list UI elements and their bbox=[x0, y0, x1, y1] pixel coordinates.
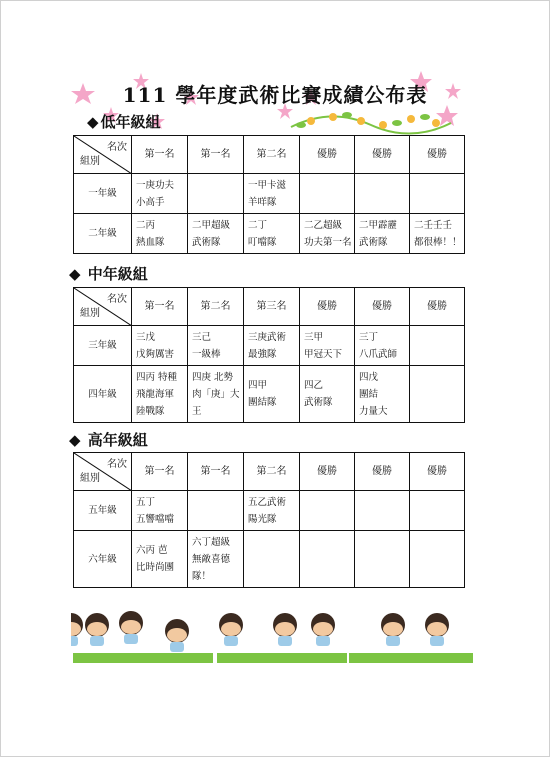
result-cell bbox=[188, 491, 244, 531]
result-cell bbox=[132, 326, 188, 366]
result-cell bbox=[410, 531, 465, 588]
team-name-line: 四甲 bbox=[248, 380, 268, 391]
team-name-line: 叮噹隊 bbox=[248, 236, 277, 248]
team-name-line: 三丁 bbox=[359, 331, 379, 343]
section-title-low bbox=[87, 111, 161, 132]
grade-label: 五年級 bbox=[74, 491, 132, 531]
column-header: 優勝 bbox=[300, 288, 355, 326]
result-cell bbox=[300, 174, 355, 214]
results-table-low bbox=[73, 135, 465, 254]
results-table-high bbox=[73, 452, 465, 588]
team-name-line: 二乙超級 bbox=[304, 219, 343, 231]
team-name-line: 二甲超級 bbox=[192, 219, 231, 231]
team-name-line: 一甲卡滋 bbox=[248, 179, 287, 191]
column-header: 優勝 bbox=[355, 288, 410, 326]
column-header: 第一名 bbox=[132, 136, 188, 174]
team-name-line: 武術隊 bbox=[304, 397, 333, 408]
table-row bbox=[74, 366, 465, 423]
team-name-line: 四丙 特種 bbox=[136, 371, 178, 383]
result-cell bbox=[355, 326, 410, 366]
result-cell bbox=[355, 214, 410, 254]
column-header: 第二名 bbox=[188, 288, 244, 326]
column-header: 第一名 bbox=[188, 136, 244, 174]
result-cell bbox=[300, 366, 355, 423]
header-corner-rank: 名次 bbox=[107, 142, 127, 153]
result-cell bbox=[355, 491, 410, 531]
team-name-line: 比時尚團 bbox=[136, 562, 175, 573]
table-row bbox=[74, 214, 465, 254]
diamond-icon: ◆ bbox=[69, 265, 81, 283]
column-header: 第一名 bbox=[188, 453, 244, 491]
header-corner-group: 組別 bbox=[80, 473, 100, 484]
result-cell bbox=[244, 174, 300, 214]
result-cell bbox=[244, 366, 300, 423]
header-corner-group: 組別 bbox=[80, 156, 100, 167]
team-name-line: 力量大 bbox=[359, 405, 388, 417]
table-row bbox=[74, 174, 465, 214]
table-row bbox=[74, 531, 465, 588]
result-cell bbox=[244, 491, 300, 531]
result-cell bbox=[355, 531, 410, 588]
column-header: 第三名 bbox=[244, 288, 300, 326]
column-header: 優勝 bbox=[355, 453, 410, 491]
team-name-line: 王 bbox=[192, 405, 202, 417]
team-name-line: 隊！ bbox=[192, 570, 212, 582]
team-name-line: 二甲霹靂 bbox=[359, 219, 398, 231]
team-name-line: 一庚功夫 bbox=[136, 179, 175, 191]
team-name-line: 六丙 芭 bbox=[136, 545, 168, 556]
column-header: 第一名 bbox=[132, 453, 188, 491]
grade-label: 三年級 bbox=[74, 326, 132, 366]
team-name-line: 八爪武師 bbox=[359, 348, 398, 360]
column-header: 優勝 bbox=[300, 453, 355, 491]
result-cell bbox=[300, 531, 355, 588]
column-header: 第一名 bbox=[132, 288, 188, 326]
results-table-mid bbox=[73, 287, 465, 423]
column-header: 優勝 bbox=[410, 136, 465, 174]
result-cell bbox=[132, 531, 188, 588]
header-corner-group: 組別 bbox=[80, 308, 100, 319]
team-name-line: 二壬壬壬 bbox=[414, 219, 453, 231]
section-title-text: 中年級組 bbox=[87, 265, 148, 283]
result-cell bbox=[244, 326, 300, 366]
result-cell bbox=[410, 491, 465, 531]
section-title-text: 低年級組 bbox=[100, 113, 161, 131]
team-name-line: 三己 bbox=[192, 331, 212, 343]
team-name-line: 一級棒 bbox=[192, 348, 221, 360]
team-name-line: 最強隊 bbox=[248, 348, 277, 360]
team-name-line: 肉「庚」大 bbox=[192, 388, 240, 400]
result-cell bbox=[188, 531, 244, 588]
team-name-line: 無敵喜德 bbox=[192, 553, 231, 565]
grade-label: 二年級 bbox=[74, 214, 132, 254]
team-name-line: 二丁 bbox=[248, 219, 268, 231]
team-name-line: 團結隊 bbox=[248, 397, 277, 408]
team-name-line: 戊夠厲害 bbox=[136, 348, 175, 360]
team-name-line: 熱血隊 bbox=[136, 236, 165, 248]
team-name-line: 四乙 bbox=[304, 380, 324, 391]
grass-strip bbox=[73, 653, 473, 663]
column-header: 第二名 bbox=[244, 136, 300, 174]
team-name-line: 都很棒！！ bbox=[414, 236, 462, 248]
column-header: 優勝 bbox=[300, 136, 355, 174]
column-header: 優勝 bbox=[410, 288, 465, 326]
result-cell bbox=[188, 214, 244, 254]
result-cell bbox=[188, 366, 244, 423]
section-title-high bbox=[69, 429, 148, 450]
grade-label: 一年級 bbox=[74, 174, 132, 214]
team-name-line: 二丙 bbox=[136, 219, 156, 231]
grade-label: 六年級 bbox=[74, 531, 132, 588]
diamond-icon: ◆ bbox=[69, 431, 81, 449]
result-cell bbox=[355, 366, 410, 423]
team-name-line: 四戊 bbox=[359, 371, 379, 383]
result-cell bbox=[300, 214, 355, 254]
table-header-row bbox=[74, 288, 465, 326]
result-cell bbox=[188, 174, 244, 214]
result-cell bbox=[132, 366, 188, 423]
team-name-line: 陽光隊 bbox=[248, 513, 277, 525]
team-name-line: 三戊 bbox=[136, 331, 156, 343]
result-cell bbox=[132, 174, 188, 214]
vine-decoration bbox=[291, 112, 451, 134]
header-corner-rank: 名次 bbox=[107, 294, 127, 305]
team-name-line: 陸戰隊 bbox=[136, 405, 165, 417]
team-name-line: 羊咩隊 bbox=[248, 196, 277, 208]
team-name-line: 小高手 bbox=[136, 196, 165, 208]
section-title-text: 高年級組 bbox=[87, 431, 148, 449]
grade-label: 四年級 bbox=[74, 366, 132, 423]
page-title: 111 學年度武術比賽成績公布表 bbox=[122, 83, 428, 107]
team-name-line: 三庚武術 bbox=[248, 331, 287, 343]
team-name-line: 甲冠天下 bbox=[304, 348, 343, 360]
team-name-line: 武術隊 bbox=[192, 236, 221, 248]
team-name-line: 功夫第一名 bbox=[304, 236, 352, 248]
diamond-icon: ◆ bbox=[87, 113, 99, 131]
result-cell bbox=[355, 174, 410, 214]
header-corner-rank: 名次 bbox=[107, 459, 127, 470]
team-name-line: 武術隊 bbox=[359, 236, 388, 248]
section-title-mid bbox=[69, 263, 148, 284]
result-cell bbox=[300, 491, 355, 531]
team-name-line: 五丁 bbox=[136, 496, 156, 508]
team-name-line: 飛龍海軍 bbox=[136, 388, 175, 400]
header-corner-cell bbox=[74, 136, 132, 174]
child-icon bbox=[71, 613, 83, 646]
result-cell bbox=[244, 214, 300, 254]
header-corner-cell bbox=[74, 288, 132, 326]
team-name-line: 四庚 北勢 bbox=[192, 371, 234, 383]
result-cell bbox=[188, 326, 244, 366]
table-row bbox=[74, 491, 465, 531]
column-header: 第二名 bbox=[244, 453, 300, 491]
result-cell bbox=[132, 214, 188, 254]
result-cell bbox=[410, 174, 465, 214]
result-cell bbox=[410, 214, 465, 254]
team-name-line: 六丁超級 bbox=[192, 536, 231, 548]
result-cell bbox=[410, 366, 465, 423]
result-cell bbox=[410, 326, 465, 366]
team-name-line: 三甲 bbox=[304, 331, 324, 343]
table-header-row bbox=[74, 136, 465, 174]
team-name-line: 團結 bbox=[359, 388, 379, 400]
result-cell bbox=[132, 491, 188, 531]
table-row bbox=[74, 326, 465, 366]
header-corner-cell bbox=[74, 453, 132, 491]
children-grass-decoration bbox=[71, 609, 481, 669]
column-header: 優勝 bbox=[355, 136, 410, 174]
result-cell bbox=[300, 326, 355, 366]
table-header-row bbox=[74, 453, 465, 491]
team-name-line: 五響噹噹 bbox=[136, 513, 175, 525]
team-name-line: 五乙武術 bbox=[248, 496, 287, 508]
column-header: 優勝 bbox=[410, 453, 465, 491]
result-cell bbox=[244, 531, 300, 588]
